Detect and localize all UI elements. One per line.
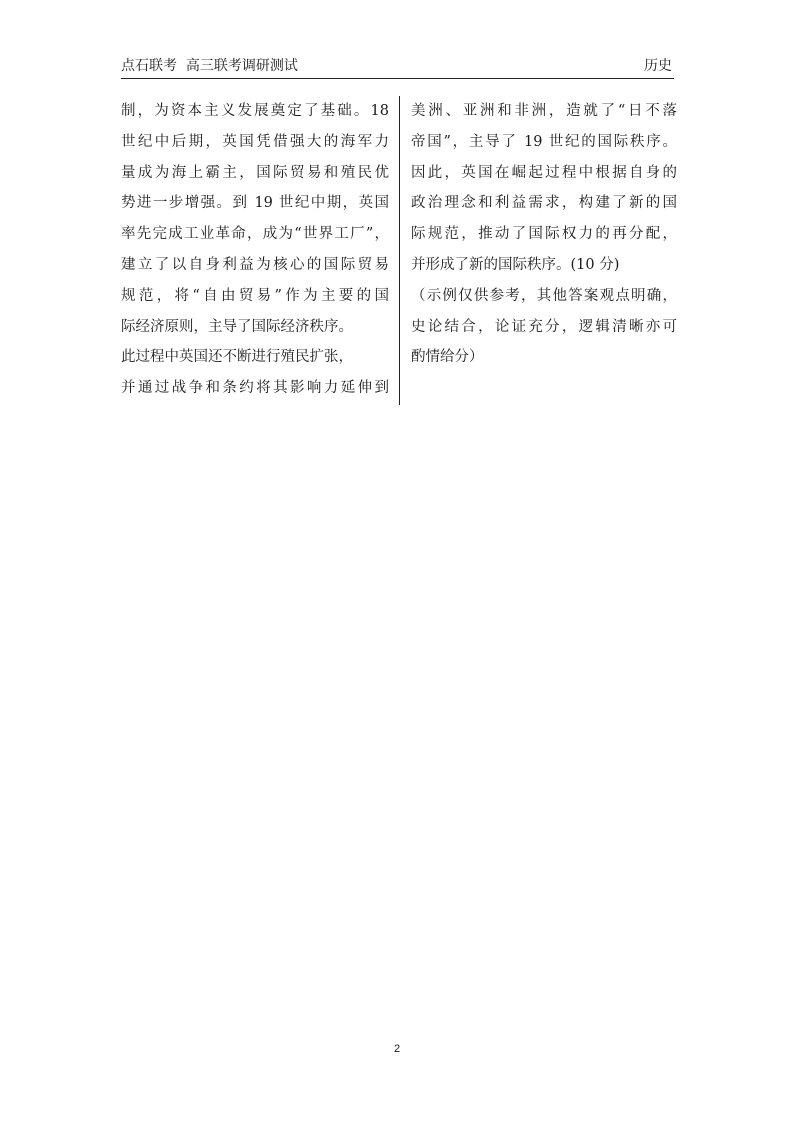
text-line: 世纪中后期，英国凭借强大的海军力 <box>121 133 389 150</box>
text-line: 建立了以自身利益为核心的国际贸易 <box>121 256 389 273</box>
text-line: 制，为资本主义发展奠定了基础。18 <box>121 103 389 119</box>
text-line: 政治理念和利益需求，构建了新的国 <box>411 195 677 212</box>
text-line: 酌情给分） <box>411 349 484 366</box>
text-line: 量成为海上霸主，国际贸易和殖民优 <box>121 164 389 181</box>
text-line: 并形成了新的国际秩序。(10 分) <box>411 256 620 273</box>
text-line: 美洲、亚洲和非洲，造就了“日不落 <box>411 103 677 119</box>
text-line: 史论结合，论证充分，逻辑清晰亦可 <box>411 318 677 335</box>
text-line: （示例仅供参考，其他答案观点明确， <box>411 287 677 304</box>
text-line: 规范，将“自由贸易”作为主要的国 <box>121 287 389 304</box>
page-header <box>121 56 674 79</box>
right-column <box>411 96 677 373</box>
page-number: 2 <box>393 1043 401 1055</box>
text-line: 此过程中英国还不断进行殖民扩张， <box>121 349 353 366</box>
text-line: 因此，英国在崛起过程中根据自身的 <box>411 164 677 181</box>
left-column <box>121 96 389 404</box>
text-line: 并通过战争和条约将其影响力延伸到 <box>121 380 389 397</box>
text-line: 势进一步增强。到 19 世纪中期，英国 <box>121 195 389 212</box>
exam-title: 点石联考 高三联考调研测试 <box>121 58 298 74</box>
text-line: 率先完成工业革命，成为“世界工厂”， <box>121 226 389 243</box>
column-divider <box>399 96 400 405</box>
subject-label: 历史 <box>644 58 672 74</box>
text-line: 际规范，推动了国际权力的再分配， <box>411 226 677 243</box>
text-line: 际经济原则，主导了国际经济秩序。 <box>121 318 353 335</box>
text-line: 帝国”，主导了 19 世纪的国际秩序。 <box>411 133 677 150</box>
